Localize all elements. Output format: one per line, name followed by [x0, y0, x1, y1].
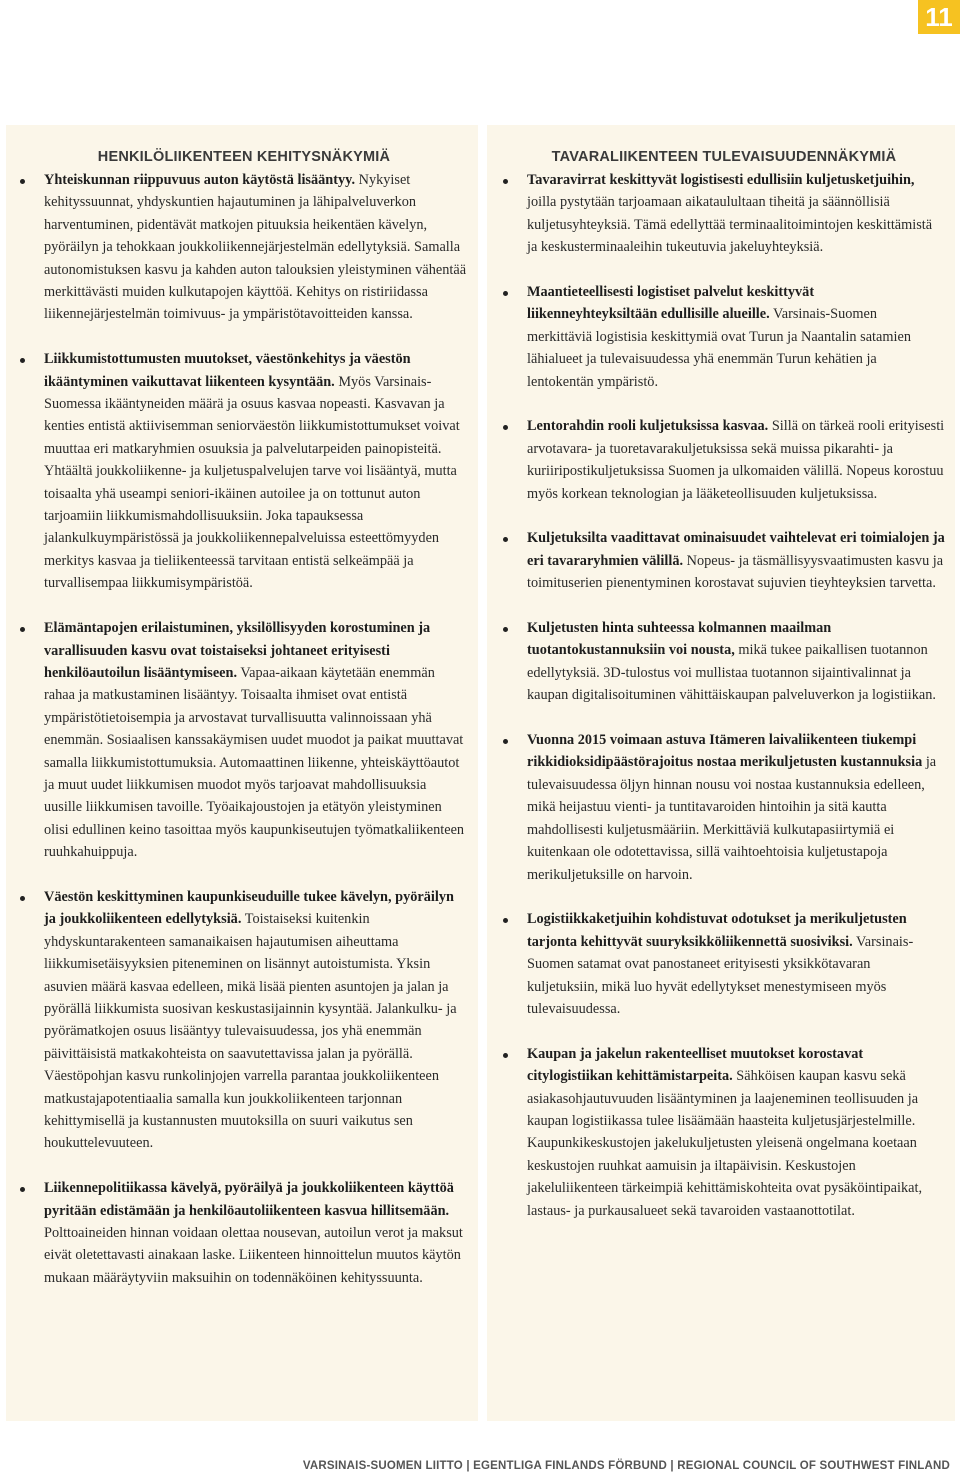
item-heading: Tavaravirrat keskittyvät logistisesti edullisiin kuljetusketjuihin,	[527, 172, 915, 188]
column-title: TAVARALIIKENTEEN TULEVAISUUDENNÄKYMIÄ	[551, 149, 897, 165]
list-item	[503, 729, 945, 886]
page-number: 11	[918, 0, 960, 34]
item-text: Varsinais-Suomen satamat ovat panostaneet erityisesti yksikkötavaran kuljetuksiin, mikä luo hyvät edellytykset menestymiseen myös tulevaisuudessa.	[527, 933, 914, 1017]
list-item	[20, 169, 468, 326]
item-heading: Kuljetuksilta vaadittavat ominaisuudet vaihtelevat eri toimialojen ja eri tavararyhmien välillä.	[527, 530, 945, 569]
list-item	[503, 617, 945, 707]
footer-organization: VARSINAIS-SUOMEN LIITTO | EGENTLIGA FINLANDS FÖRBUND | REGIONAL COUNCIL OF SOUTHWEST FINLAND	[302, 1460, 950, 1472]
list-item	[503, 1043, 945, 1222]
item-heading: Kuljetusten hinta suhteessa kolmannen maailman tuotantokustannuksiin voi nousta,	[527, 620, 832, 659]
item-heading: Kaupan ja jakelun rakenteelliset muutokset korostavat citylogistiikan kehittämistarpeita.	[527, 1045, 864, 1085]
item-text: Sillä on tärkeä rooli erityisesti arvotavara- ja tuoretavarakuljetuksissa sekä muissa pikarahti- ja kuriiripostikuljetuksissa Suomen ja ulkomaiden välillä. Nopeus korostuu myös korkean teknologian ja lääketeollisuuden kuljetuksissa.	[527, 418, 945, 502]
passenger-traffic-column	[6, 125, 478, 1421]
item-text: Myös Varsinais-Suomessa ikääntyneiden määrä ja osuus kasvaa nopeasti. Kasvavan ja kenties entistä aktiivisemman seniorväestön liikkumistottumukset voivat muuttaa eri matkaryhmien osuuksia ja palvelutarpeiden painopisteitä. Yhtäältä joukkoliikenne- ja kuljetuspalvelujen tarve voi lisääntyä, mutta toisaalta yhä useampi seniori-ikäinen autoilee ja on tottunut auton tarjoamiin liikkumismahdollisuuksiin. Joka tapauksessa jalankulkuympäristössä ja joukkoliikennepalveluissa esteettömyyden merkitys kasvaa ja tieliikenteessä tarvitaan entistä selkeämpää ja turvallisempaa liikkumisympäristöä.	[44, 373, 460, 592]
item-text: Nopeus- ja täsmällisyysvaatimusten kasvu ja toimituserien pienentyminen korostavat sujuvien tieyhteyksien tarvetta.	[527, 552, 944, 592]
item-text: Varsinais-Suomen merkittäviä logistisia keskittymiä ovat Turun ja Naantalin satamien lähialueet ja tulevaisuudessa yhä enemmän Turun kehätien ja lentokentän ympäristö.	[527, 306, 911, 390]
list-item	[503, 908, 945, 1020]
list-item	[20, 1177, 468, 1289]
list-item	[20, 886, 468, 1155]
item-heading: Lentorahdin rooli kuljetuksissa kasvaa.	[527, 418, 769, 435]
item-text: ja tulevaisuudessa öljyn hinnan nousu voi nostaa kustannuksia edelleen, mikä heijastuu vienti- ja tuntitavaroiden hintoihin ja sitä kautta mahdollisesti kuljetusmääriin. Merkittäviä kulkutapasiirtymiä ei kuitenkaan ole odotettavissa, sillä vaihtoehtoisia kuljetustapoja merikuljetuksille on harvoin.	[527, 754, 937, 883]
list-item	[503, 527, 945, 594]
item-text: Nykyiset kehityssuunnat, yhdyskuntien hajautuminen ja lähipalveluverkon harventuminen, pidentävät matkojen pituuksia heikentäen kävelyn, pyöräilyn ja tehokkaan joukkoliikennejärjestelmän edellytyksiä. Samalla autonomistuksen kasvu ja kahden auton talouksien yleistyminen vähentää merkittävästi muiden kulkutapojen käyttöä. Kehitys on ristiriidassa liikennejärjestelmän toimivuus- ja ympäristötavoitteiden kanssa.	[44, 172, 467, 323]
item-heading: Vuonna 2015 voimaan astuva Itämeren laivaliikenteen tiukempi rikkidioksidipäästörajoitus nostaa merikuljetusten kustannuksia	[527, 732, 923, 771]
item-text: Toistaiseksi kuitenkin yhdyskuntarakenteen samanaikaisen hajautumisen aiheuttama liikkumisetäisyyksien piteneminen on lisännyt autoistumista. Yksin asuvien määrä kasvaa edelleen, mikä lisää pienten asuntojen ja jalan ja pyörällä liikkumista suosivan keskustasijainnin kysyntää. Jalankulku- ja pyörämatkojen osuus lisääntyy tulevaisuudessa, jos yhä enemmän päivittäisistä matkakohteista on saavutettavissa jalan ja pyörällä. Väestöpohjan kasvu runkolinjojen varrella parantaa joukkoliikenteen matkustajapotentiaalia samalla kun joukkoliikenteen tarjonnan kehittymisellä ja kustannusten muutoksilla on suuri vaikutus sen houkuttelevuuteen.	[44, 911, 457, 1152]
list-item	[503, 169, 945, 259]
item-text: Vapaa-aikaan käytetään enemmän rahaa ja matkustaminen lisääntyy. Toisaalta ihmiset ovat entistä ympäristötietoisempia ja arvostavat turvallisuutta valinnoissaan yhä enemmän. Sosiaalisen kanssakäymisen uudet muodot ja paikat muuttavat samalla liikkumistottumuksia. Automaattinen liikenne, yhteiskäyttöautot ja muut uudet liikkumisen muodot myös tarjoavat mahdollisuuksia uusille liikkumisen tavoille. Työaikajoustojen ja etätyön yleistyminen olisi edullinen keino tasoittaa myös kaupunkiseutujen työmatkaliikenteen ruuhkahuippuja.	[44, 664, 465, 861]
item-heading: Maantieteellisesti logistiset palvelut keskittyvät liikenneyhteyksiltään edullisille alueille.	[527, 284, 815, 323]
item-text: mikä tukee paikallisen tuotannon edellytyksiä. 3D-tulostus voi mullistaa tuotannon sijaintivalinnat ja kaupan digitalisoituminen vähittäiskaupan palveluverkon ja logistiikan.	[527, 642, 936, 704]
item-text: Sähköisen kaupan kasvu sekä asiakasohjautuvuuden lisääntyminen ja laajeneminen teollisuuden ja kaupan logistiikassa tulee lisäämään haasteita kuljetusjärjestelmille. Kaupunkikeskustojen jakelukuljetusten yleisenä ongelmana koetaan keskustojen ruuhkat aamuisin ja iltapäivisin. Keskustojen jakeluliikenteen tärkeimpiä kehittämiskohteita ovat pysäköintipaikat, lastaus- ja purkausalueet sekä tavaroiden vastaanottotilat.	[527, 1068, 923, 1219]
item-text: joilla pystytään tarjoamaan aikataulultaan tiheitä ja säännöllisiä kuljetusyhteyksiä. Tämä edellyttää terminaalitoimintojen keskittämistä ja keskusterminaaleihin tukeutuvia jakeluyhteyksiä.	[527, 194, 933, 256]
column-title: HENKILÖLIIKENTEEN KEHITYSNÄKYMIÄ	[97, 149, 391, 165]
list-item	[503, 281, 945, 393]
item-heading: Logistiikkaketjuihin kohdistuvat odotukset ja merikuljetusten tarjonta kehittyvät suuryksikköliikennettä suosiviksi.	[527, 911, 907, 950]
item-text: Polttoaineiden hinnan voidaan olettaa nousevan, autoilun verot ja maksut eivät oletettavasti ainakaan laske. Liikenteen hinnoittelun muutos käytön mukaan määräytyviin maksuihin on todennäköinen kehityssuunta.	[44, 1225, 463, 1286]
freight-traffic-column	[487, 125, 955, 1421]
item-heading: Liikennepolitiikassa kävelyä, pyöräilyä ja joukkoliikenteen käyttöä pyritään edistämään ja henkilöautoliikenteen kasvua hillitsemään.	[44, 1180, 454, 1219]
list-item	[503, 415, 945, 505]
item-heading: Liikkumistottumusten muutokset, väestönkehitys ja väestön ikääntyminen vaikuttavat liikenteen kysyntään.	[44, 351, 411, 390]
list-item	[20, 617, 468, 863]
item-heading: Yhteiskunnan riippuvuus auton käytöstä lisääntyy.	[44, 172, 356, 188]
item-heading: Elämäntapojen erilaistuminen, yksilöllisyyden korostuminen ja varallisuuden kasvu ovat toistaiseksi johtaneet erityisesti henkilöautoilun lisääntymiseen.	[44, 620, 431, 681]
list-item	[20, 348, 468, 594]
item-heading: Väestön keskittyminen kaupunkiseuduille tukee kävelyn, pyöräilyn ja joukkoliikenteen edellytyksiä.	[44, 888, 454, 928]
